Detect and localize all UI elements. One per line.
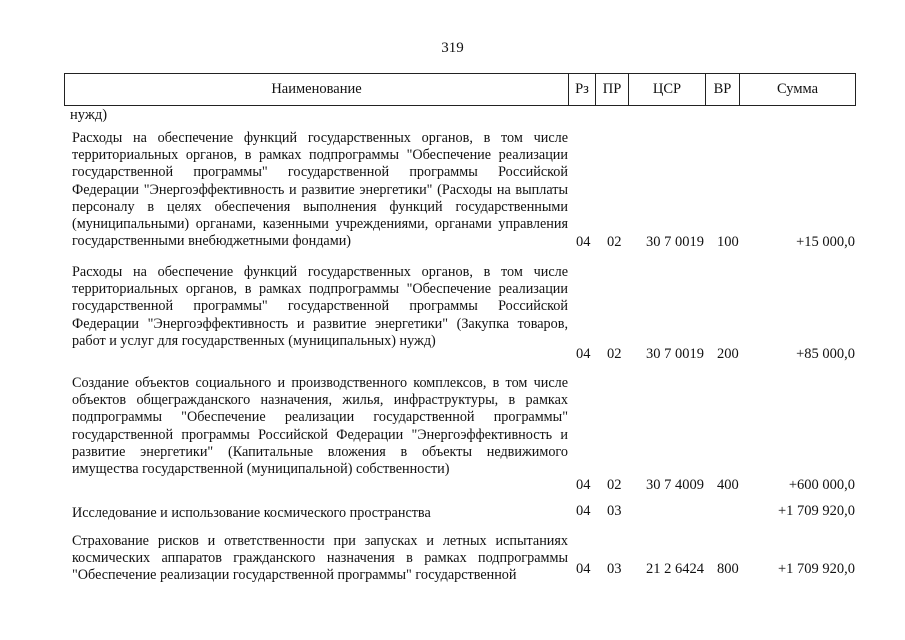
row-vr: 800 (717, 561, 739, 577)
row-name: Создание объектов социального и производственного комплексов, в том числе объектов общегражданского назначения, жилья, инфраструктуры, в рамках подпрограммы "Обеспечение реализации государственной программы" государственной программы Российской Федерации "Энергоэффективность и развитие энергетики" (Капитальные вложения в объекты недвижимого имущества государственной (муниципальной) собственности) (72, 375, 568, 478)
row-rz: 04 (576, 477, 591, 493)
table-header (64, 73, 856, 106)
row-name: Исследование и использование космического пространства (72, 505, 431, 521)
row-csr: 21 2 6424 (646, 561, 704, 577)
row-vr: 100 (717, 234, 739, 250)
continuation-text: нужд) (70, 107, 108, 123)
header-sum: Сумма (776, 81, 819, 97)
row-sum: +600 000,0 (788, 477, 855, 493)
header-pr: ПР (596, 74, 629, 105)
row-rz: 04 (576, 561, 591, 577)
row-sum: +85 000,0 (796, 346, 855, 362)
row-vr: 200 (717, 346, 739, 362)
row-vr: 400 (717, 477, 739, 493)
header-name: Наименование (65, 74, 569, 105)
header-vr: ВР (706, 74, 740, 105)
row-csr: 30 7 4009 (646, 477, 704, 493)
page-number: 319 (441, 40, 464, 56)
header-csr: ЦСР (629, 74, 706, 105)
row-rz: 04 (576, 234, 591, 250)
row-csr: 30 7 0019 (646, 234, 704, 250)
row-pr: 03 (607, 503, 622, 519)
row-pr: 03 (607, 561, 622, 577)
row-rz: 04 (576, 503, 591, 519)
row-sum: +15 000,0 (796, 234, 855, 250)
row-rz: 04 (576, 346, 591, 362)
row-pr: 02 (607, 477, 622, 493)
row-sum: +1 709 920,0 (777, 503, 855, 519)
row-sum: +1 709 920,0 (777, 561, 855, 577)
row-name: Расходы на обеспечение функций государственных органов, в том числе территориальных органов, в рамках подпрограммы "Обеспечение реализации государственной программы" государственной программы Российской Федерации "Энергоэффективность и развитие энергетики" (Закупка товаров, работ и услуг для государственных (муниципальных) нужд) (72, 264, 568, 349)
row-name: Расходы на обеспечение функций государственных органов, в том числе территориальных органов, в рамках подпрограммы "Обеспечение реализации государственной программы" государственной программы Российской Федерации "Энергоэффективность и развитие энергетики" (Расходы на выплаты персоналу в целях обеспечения выполнения функций государственными (муниципальными) органами, казенными учреждениями, органами управления государственными внебюджетными фондами) (72, 130, 568, 250)
row-csr: 30 7 0019 (646, 346, 704, 362)
row-pr: 02 (607, 234, 622, 250)
row-name: Страхование рисков и ответственности при запусках и летных испытаниях космических аппаратов гражданского назначения в рамках подпрограммы "Обеспечение реализации государственной программы" государственной (72, 533, 568, 584)
row-pr: 02 (607, 346, 622, 362)
header-rz: Рз (569, 74, 596, 105)
